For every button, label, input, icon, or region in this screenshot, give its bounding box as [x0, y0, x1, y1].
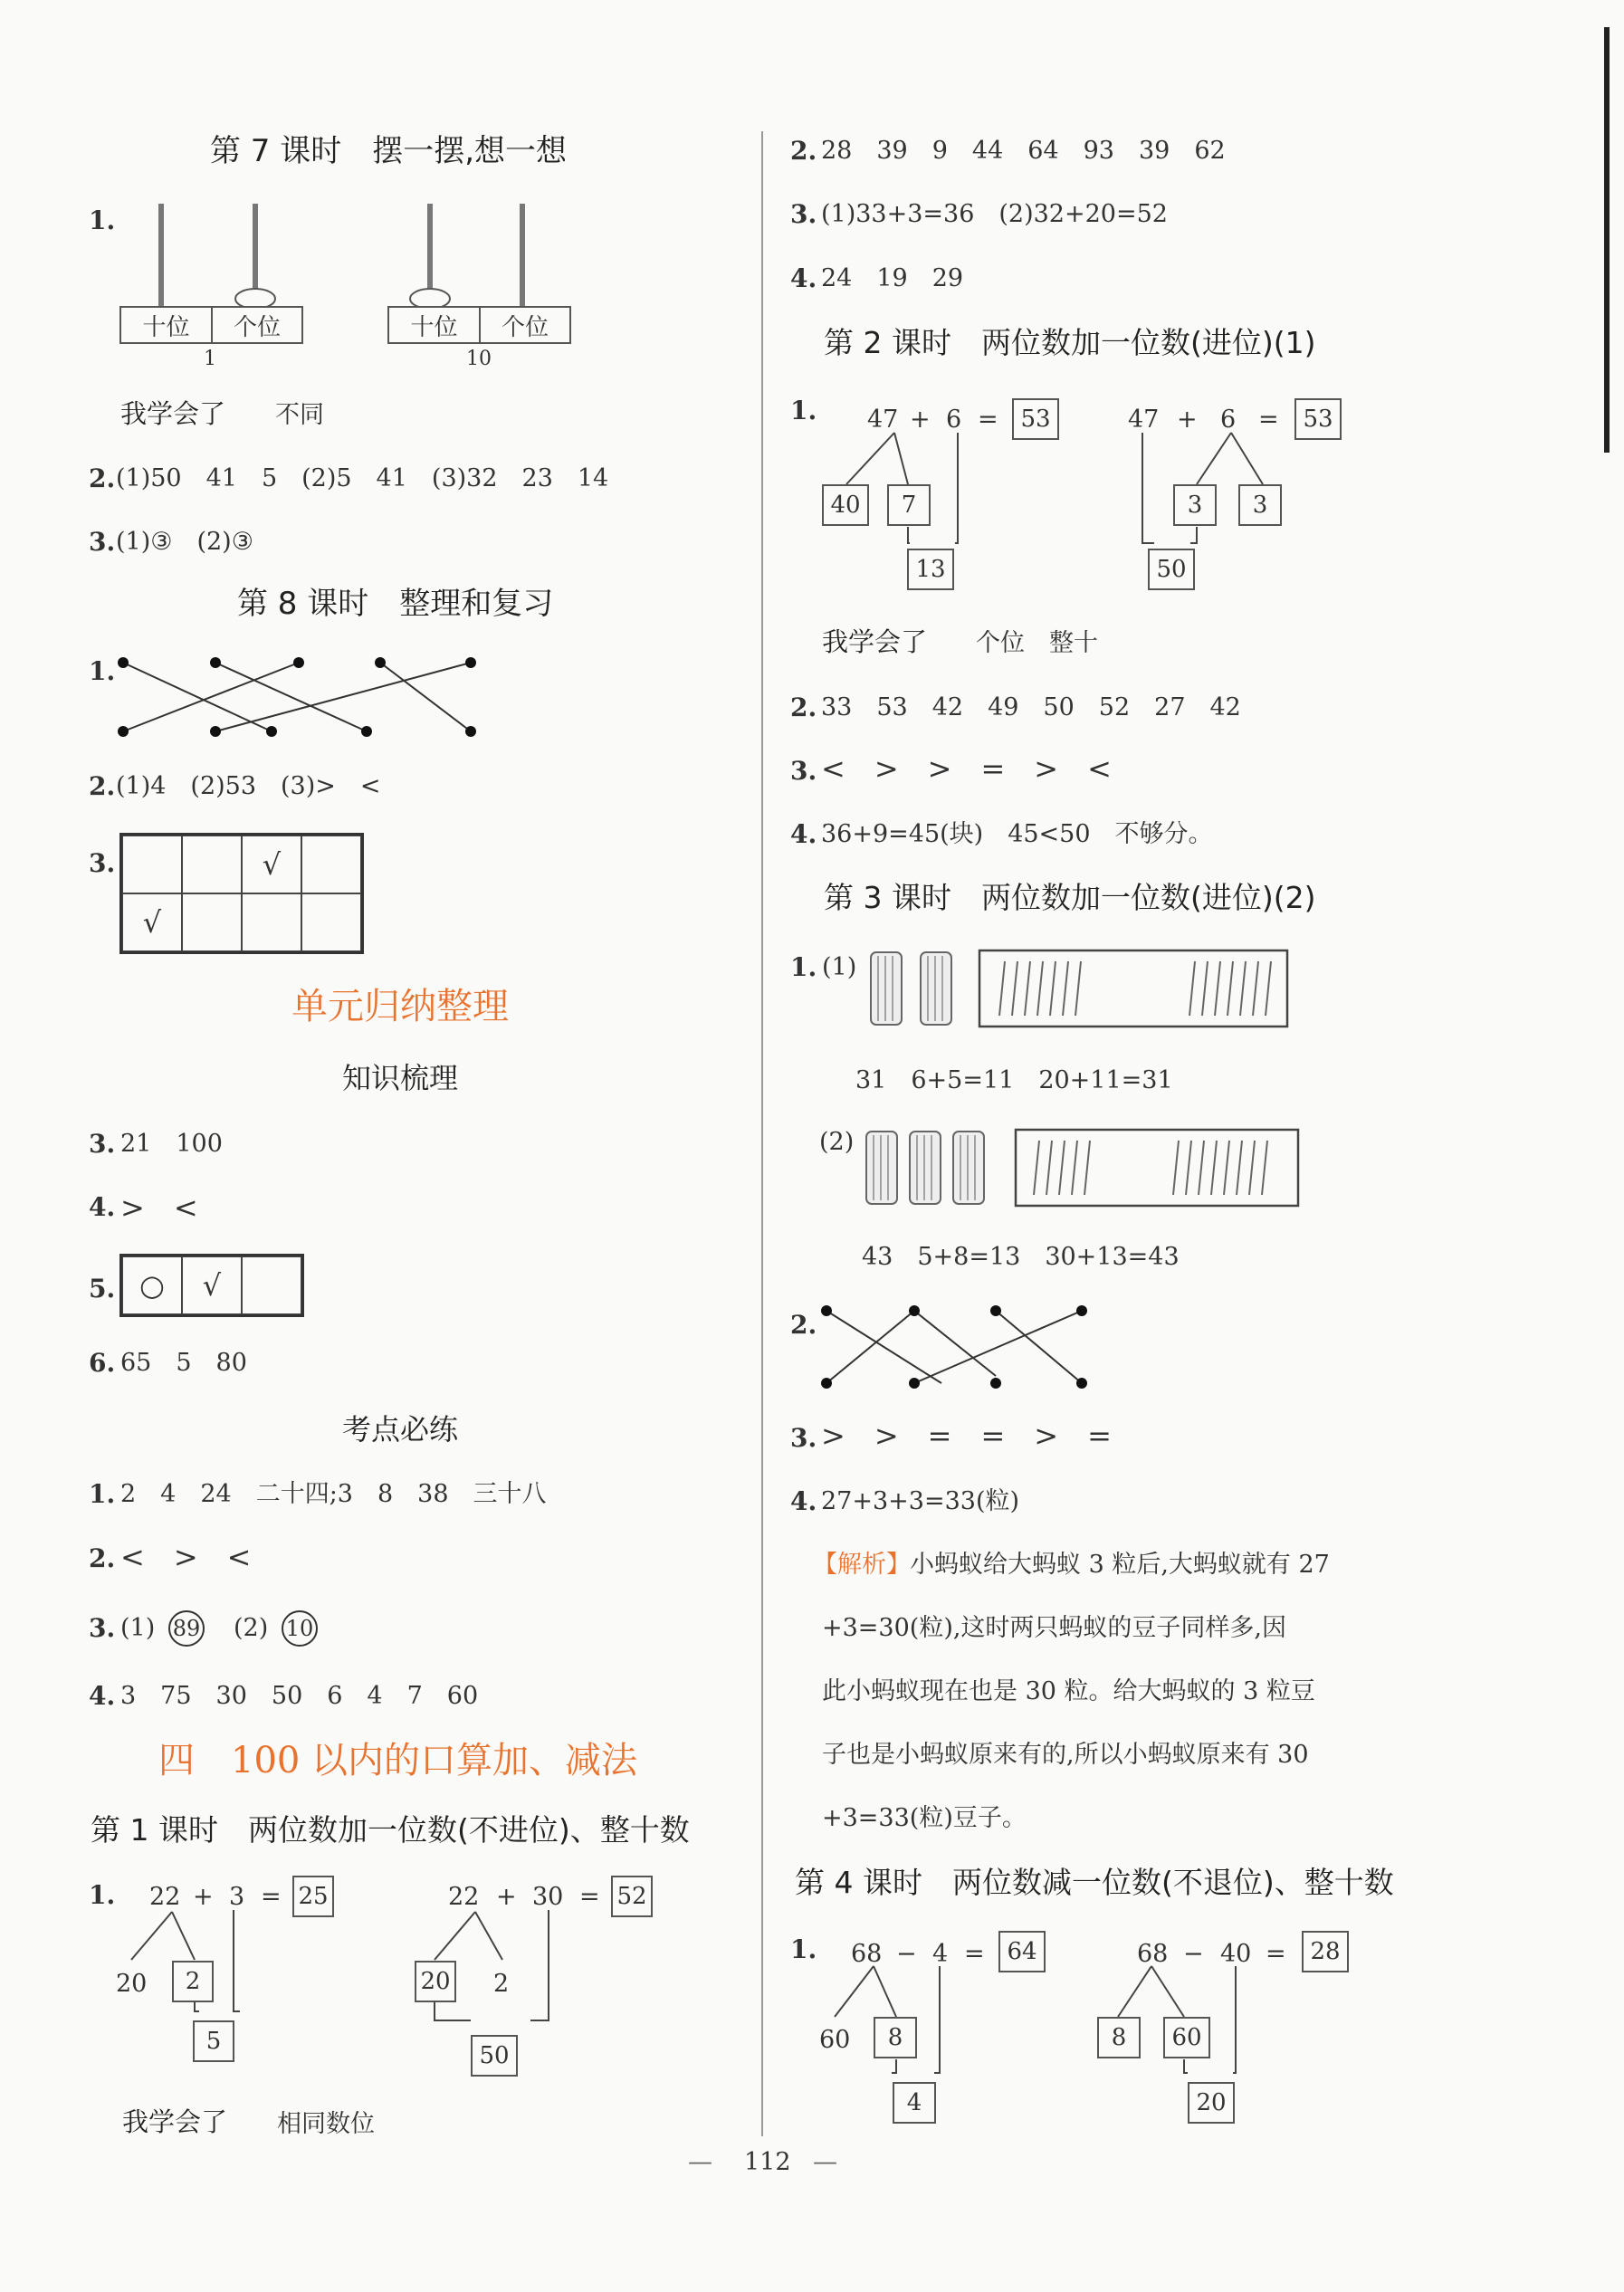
- answer-k6: 65 5 80: [120, 1349, 247, 1377]
- operator: −: [1183, 1940, 1204, 1968]
- sum-box: 50: [1148, 549, 1195, 590]
- analysis-line: +3=30(粒),这时两只蚂蚁的豆子同样多,因: [822, 1614, 1287, 1642]
- split-box: 8: [874, 2017, 917, 2058]
- operand: 22: [149, 1883, 181, 1911]
- question-number: 1.: [790, 952, 817, 982]
- equals: =: [978, 406, 998, 434]
- split-box: 40: [822, 484, 869, 526]
- question-number: 1.: [790, 1934, 817, 1964]
- split-part: 2: [493, 1970, 510, 1998]
- exam-title: 考点必练: [342, 1412, 459, 1447]
- operand: 3: [229, 1883, 245, 1911]
- part-label: (2): [819, 1128, 855, 1156]
- analysis-line: 子也是小蚂蚁原来有的,所以小蚂蚁原来有 30: [822, 1741, 1309, 1769]
- answer-e1: 2 4 24 二十四;3 8 38 三十八: [120, 1480, 547, 1508]
- split-box: 60: [1163, 2017, 1210, 2058]
- result-box: 52: [611, 1876, 653, 1917]
- grid-cell-circle: ○: [122, 1256, 182, 1314]
- circled-answer: 10: [282, 1610, 318, 1647]
- operand: 4: [932, 1940, 949, 1968]
- diff-box: 20: [1188, 2082, 1235, 2124]
- learned-label: 我学会了: [822, 626, 928, 657]
- question-number: 5.: [89, 1274, 116, 1304]
- tens-label: 十位: [387, 306, 481, 344]
- question-number: 4.: [790, 1486, 817, 1516]
- operator: −: [896, 1940, 917, 1968]
- split-box: 20: [415, 1961, 456, 2002]
- equals: =: [1266, 1940, 1286, 1968]
- answer-l2-q3: < > > = > <: [821, 751, 1112, 786]
- learned-value: 不同: [275, 401, 324, 429]
- split-box: 7: [887, 484, 931, 526]
- answer-q2: (1)50 41 5 (2)5 41 (3)32 23 14: [116, 464, 609, 492]
- grid-cell-checked: √: [182, 1256, 242, 1314]
- question-number: 3.: [89, 848, 116, 878]
- answer-e3-part2: (2): [234, 1614, 269, 1642]
- learned-value: 个位 整十: [976, 629, 1098, 657]
- circled-answer: 89: [168, 1610, 205, 1647]
- operand: 47: [867, 406, 899, 434]
- question-number: 1.: [89, 205, 116, 235]
- chapter-title: 四 100 以内的口算加、减法: [158, 1740, 638, 1781]
- unit-summary-title: 单元归纳整理: [291, 986, 509, 1027]
- grid-cell-checked: √: [122, 893, 182, 951]
- question-number: 2.: [89, 463, 116, 493]
- answer-k3: 21 100: [120, 1130, 223, 1158]
- answer-q3: (1)③ (2)③: [116, 528, 253, 556]
- answer-l2-q2: 33 53 42 49 50 52 27 42: [821, 693, 1241, 721]
- result-box: 64: [998, 1931, 1046, 1972]
- result-box: 25: [292, 1876, 334, 1917]
- question-number: 4.: [790, 263, 817, 293]
- result-box: 28: [1302, 1931, 1349, 1972]
- answer-r-q3: (1)33+3=36 (2)32+20=52: [821, 200, 1168, 228]
- lesson7-title: 第 7 课时 摆一摆,想一想: [210, 133, 568, 169]
- abacus-2-value: 10: [466, 348, 492, 370]
- split-box: 2: [172, 1961, 214, 2002]
- operand: 68: [851, 1940, 883, 1968]
- sum-box: 50: [471, 2035, 518, 2077]
- answer-r-q4: 24 19 29: [821, 264, 964, 292]
- question-number: 1.: [89, 1479, 116, 1509]
- operand: 47: [1128, 406, 1160, 434]
- question-number: 2.: [790, 1310, 817, 1340]
- equals: =: [1258, 406, 1279, 434]
- question-number: 4.: [89, 1192, 116, 1222]
- answer-e4: 3 75 30 50 6 4 7 60: [120, 1682, 479, 1710]
- split-part: 20: [116, 1970, 148, 1998]
- answer-l3-q4: 27+3+3=33(粒): [821, 1487, 1020, 1515]
- question-number: 1.: [89, 656, 116, 686]
- operand: 68: [1137, 1940, 1169, 1968]
- question-number: 6.: [89, 1348, 116, 1378]
- page-number-rule-right: —: [813, 2148, 837, 2176]
- abacus-1-value: 1: [204, 348, 216, 370]
- operator: +: [496, 1883, 517, 1911]
- lesson8-title: 第 8 课时 整理和复习: [237, 586, 554, 622]
- question-number: 4.: [790, 819, 817, 849]
- learned-label: 我学会了: [122, 2106, 228, 2137]
- equals: =: [964, 1940, 985, 1968]
- sum-box: 13: [907, 549, 954, 590]
- question-number: 3.: [89, 527, 116, 557]
- question-number: 3.: [790, 756, 817, 786]
- answer-l3-q3: > > = = > =: [821, 1418, 1112, 1453]
- answer-e2: < > <: [120, 1540, 252, 1574]
- ones-label: 个位: [211, 306, 303, 344]
- split-part: 60: [819, 2026, 851, 2054]
- page-number: 112: [744, 2148, 791, 2176]
- operator: +: [910, 406, 931, 434]
- question-number: 2.: [790, 692, 817, 722]
- equals: =: [261, 1883, 282, 1911]
- sum-box: 5: [193, 2020, 234, 2062]
- question-number: 3.: [790, 1423, 817, 1453]
- answer-l3-p2: 43 5+8=13 30+13=43: [862, 1243, 1180, 1271]
- question-number: 1.: [790, 396, 817, 425]
- page-number-rule-left: —: [688, 2148, 712, 2176]
- answer-l3-p1: 31 6+5=11 20+11=31: [855, 1066, 1173, 1094]
- lesson1-title: 第 1 课时 两位数加一位数(不进位)、整十数: [91, 1812, 690, 1848]
- lesson3-title: 第 3 课时 两位数加一位数(进位)(2): [824, 880, 1316, 915]
- question-number: 3.: [790, 199, 817, 229]
- question-number: 2.: [790, 136, 817, 166]
- split-box: 3: [1238, 484, 1282, 526]
- diff-box: 4: [893, 2082, 936, 2124]
- question-number: 3.: [89, 1129, 116, 1159]
- part-label: (1): [822, 953, 857, 981]
- question-number: 3.: [89, 1613, 116, 1643]
- split-box: 3: [1173, 484, 1217, 526]
- analysis-line: 小蚂蚁给大蚂蚁 3 粒后,大蚂蚁就有 27: [910, 1551, 1330, 1579]
- question-number: 4.: [89, 1681, 116, 1711]
- answer-r-q2: 28 39 9 44 64 93 39 62: [821, 137, 1226, 165]
- result-box: 53: [1012, 398, 1059, 440]
- knowledge-title: 知识梳理: [342, 1061, 459, 1095]
- learned-value: 相同数位: [277, 2110, 375, 2138]
- result-box: 53: [1294, 398, 1342, 440]
- lesson4-title: 第 4 课时 两位数减一位数(不退位)、整十数: [795, 1865, 1394, 1900]
- operator: +: [1177, 406, 1198, 434]
- analysis-line: +3=33(粒)豆子。: [822, 1804, 1027, 1832]
- question-number: 2.: [89, 771, 116, 801]
- equals: =: [579, 1883, 600, 1911]
- question-number: 2.: [89, 1543, 116, 1573]
- analysis-line: 此小蚂蚁现在也是 30 粒。给大蚂蚁的 3 粒豆: [822, 1677, 1315, 1705]
- operator: +: [193, 1883, 214, 1911]
- answer-h8-q2: (1)4 (2)53 (3)> <: [116, 772, 381, 800]
- operand: 40: [1220, 1940, 1252, 1968]
- analysis-tag: 【解析】: [813, 1551, 911, 1579]
- ones-label: 个位: [479, 306, 571, 344]
- grid-cell-checked: √: [242, 836, 301, 893]
- answer-l2-q4: 36+9=45(块) 45<50 不够分。: [821, 820, 1213, 848]
- answer-k4: > <: [120, 1190, 198, 1225]
- operand: 6: [1220, 406, 1237, 434]
- lesson2-title: 第 2 课时 两位数加一位数(进位)(1): [824, 325, 1316, 360]
- question-number: 1.: [89, 1880, 116, 1910]
- operand: 6: [946, 406, 962, 434]
- answer-e3-part1: (1): [120, 1614, 156, 1642]
- operand: 30: [532, 1883, 564, 1911]
- learned-label: 我学会了: [120, 398, 226, 429]
- split-box: 8: [1097, 2017, 1141, 2058]
- tens-label: 十位: [119, 306, 213, 344]
- operand: 22: [448, 1883, 480, 1911]
